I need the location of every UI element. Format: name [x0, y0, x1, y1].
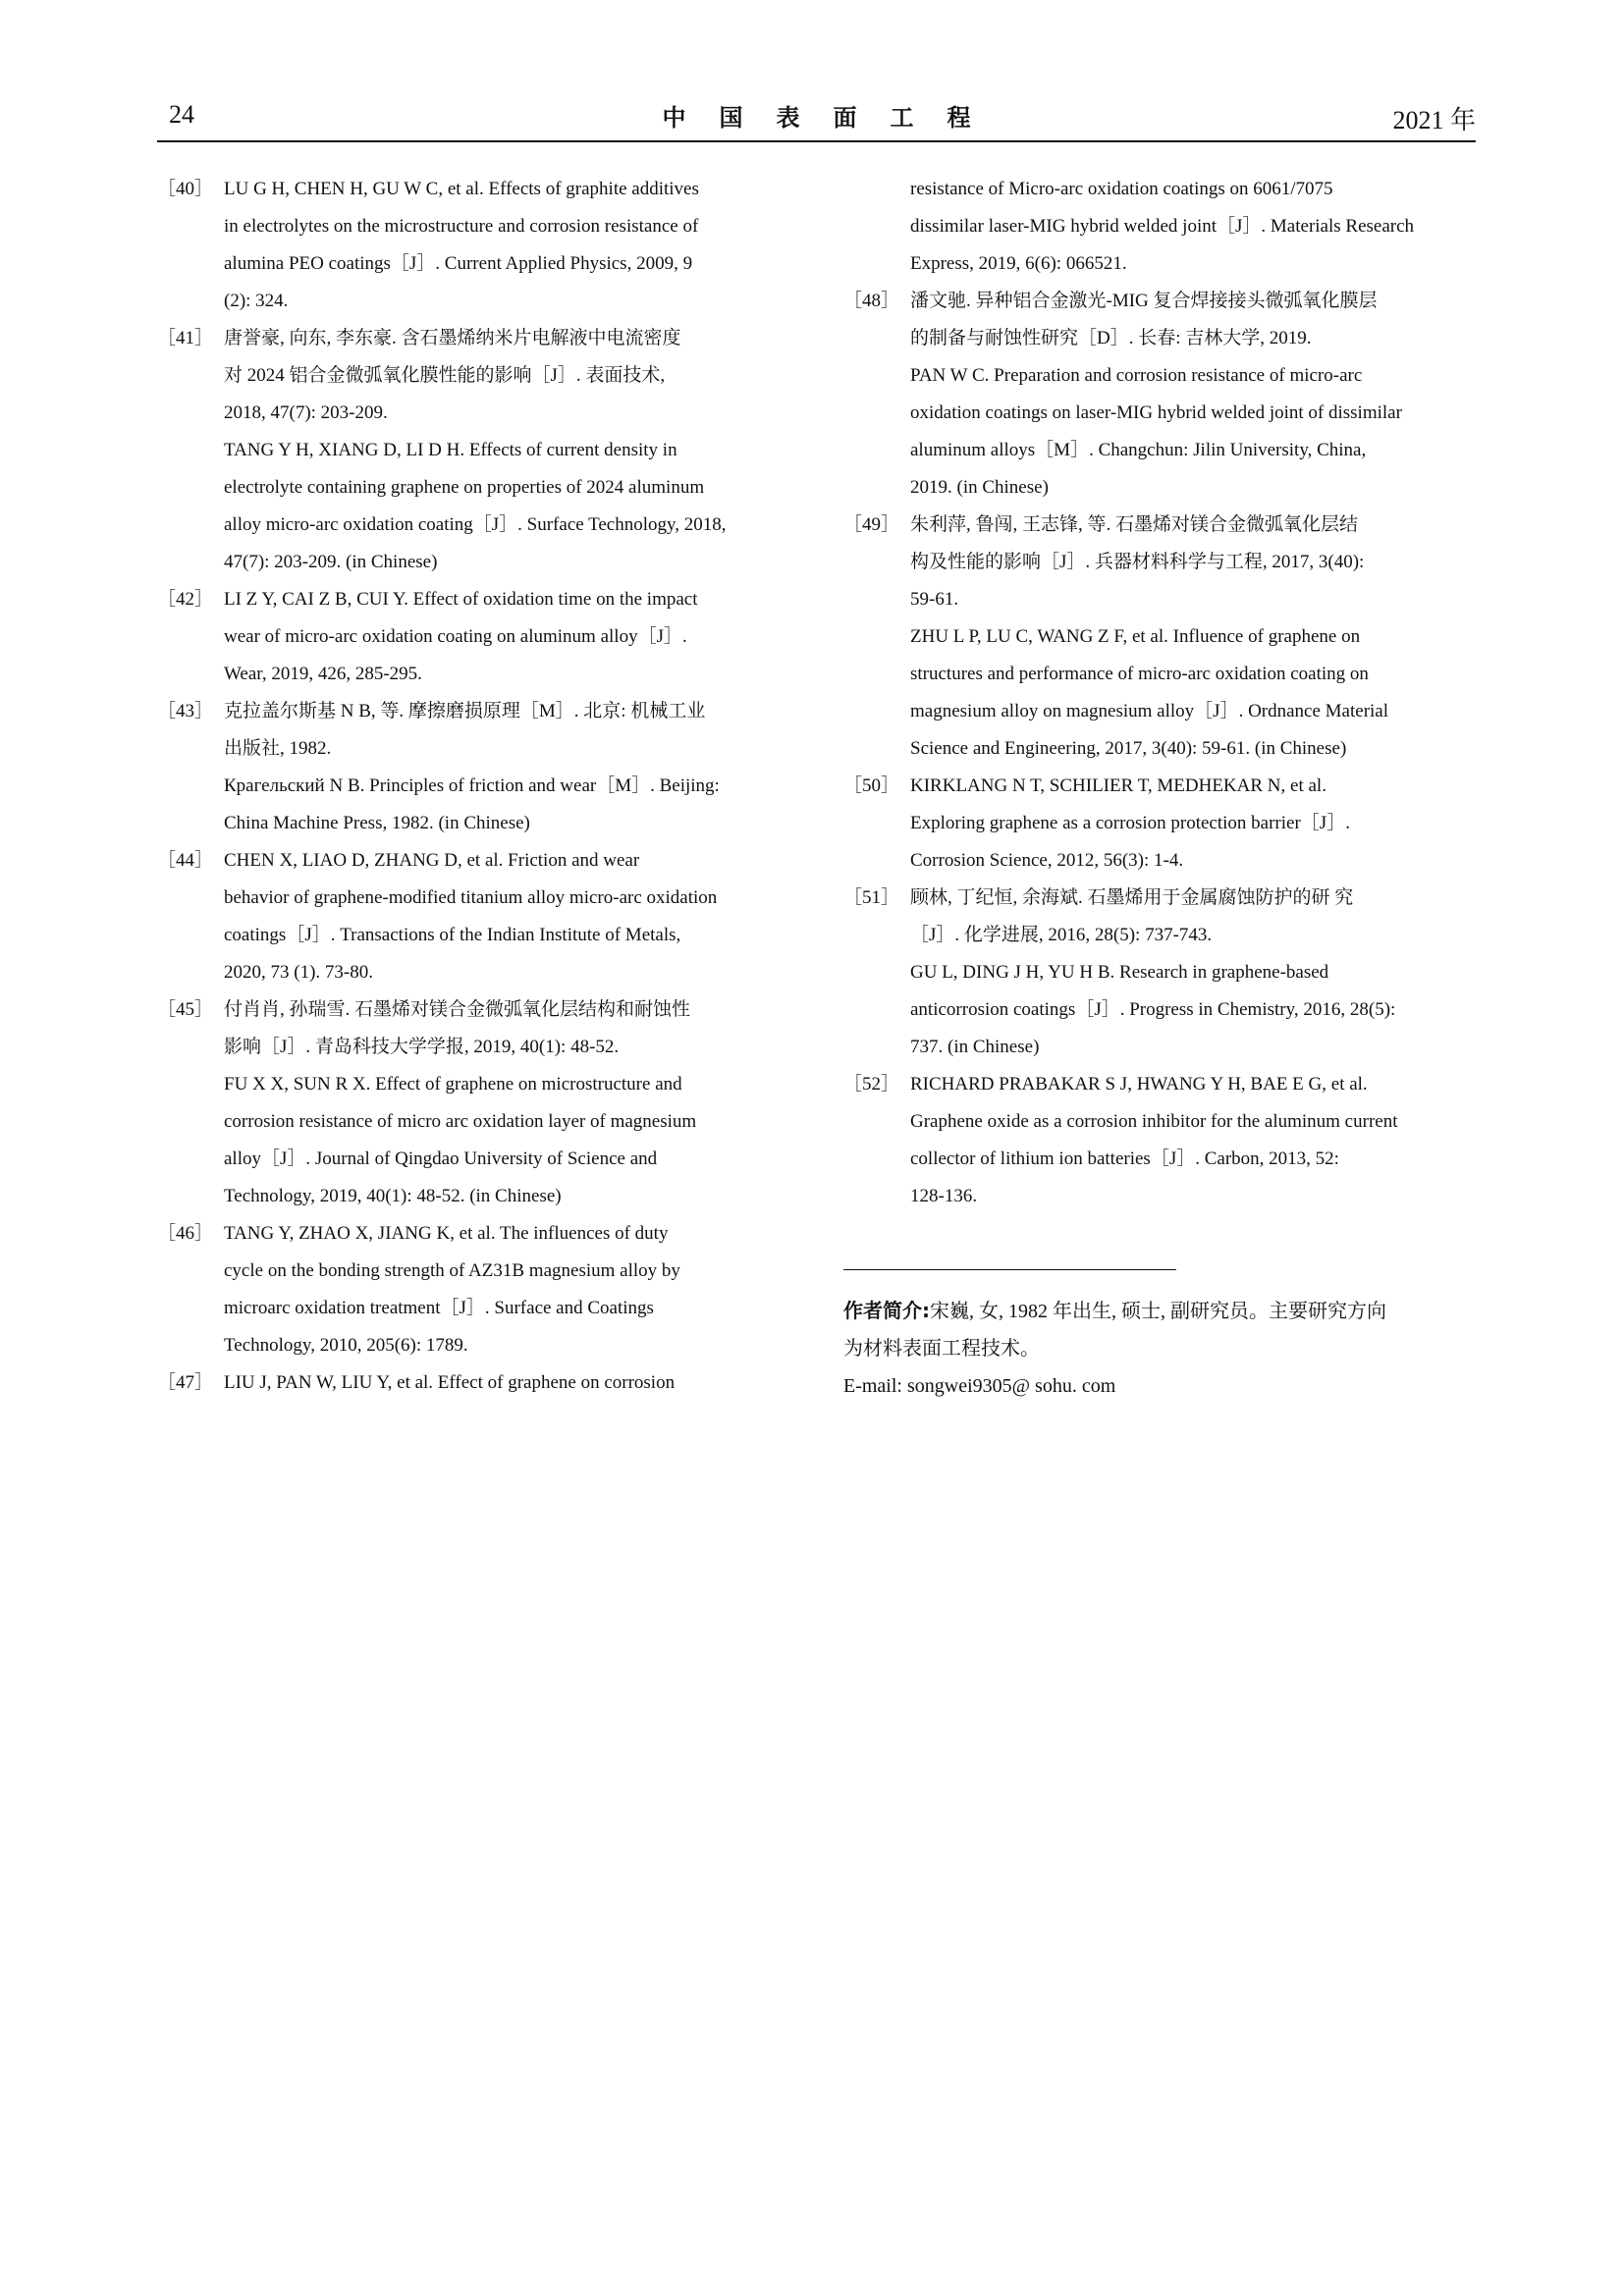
reference-line: Graphene oxide as a corrosion inhibitor for the aluminum current	[910, 1111, 1398, 1132]
reference-line: structures and performance of micro-arc oxidation coating on	[910, 664, 1369, 684]
reference-continuation	[843, 171, 1476, 283]
reference-number: ［48］	[843, 291, 900, 311]
reference-entry	[843, 507, 1476, 768]
reference-line: China Machine Press, 1982. (in Chinese)	[224, 813, 530, 833]
reference-line: 付肖肖, 孙瑞雪. 石墨烯对镁合金微弧氧化层结构和耐蚀性	[224, 999, 691, 1020]
reference-line: (2): 324.	[224, 291, 289, 311]
reference-line: 影响［J］. 青岛科技大学学报, 2019, 40(1): 48-52.	[224, 1037, 620, 1057]
author-email: E-mail: songwei9305@ sohu. com	[843, 1375, 1116, 1397]
reference-entry	[157, 693, 789, 842]
reference-line: TANG Y H, XIANG D, LI D H. Effects of current density in	[224, 440, 677, 460]
reference-line: dissimilar laser-MIG hybrid welded joint［J］. Materials Research	[910, 216, 1415, 237]
reference-entry	[157, 171, 789, 320]
reference-line: ZHU L P, LU C, WANG Z F, et al. Influence of graphene on	[910, 626, 1361, 647]
references-left-column	[157, 171, 789, 1402]
reference-line: CHEN X, LIAO D, ZHANG D, et al. Friction and wear	[224, 850, 640, 871]
reference-line: microarc oxidation treatment［J］. Surface and Coatings	[224, 1298, 654, 1318]
reference-line: Technology, 2019, 40(1): 48-52. (in Chinese)	[224, 1186, 562, 1206]
reference-line: 唐誉豪, 向东, 李东豪. 含石墨烯纳米片电解液中电流密度	[224, 328, 681, 348]
reference-line: 朱利萍, 鲁闯, 王志锋, 等. 石墨烯对镁合金微弧氧化层结	[910, 514, 1359, 535]
reference-line: corrosion resistance of micro arc oxidation layer of magnesium	[224, 1111, 697, 1132]
reference-entry	[843, 880, 1476, 1066]
reference-line: coatings［J］. Transactions of the Indian Institute of Metals,	[224, 925, 681, 945]
reference-number: ［44］	[157, 850, 214, 871]
reference-line: 顾林, 丁纪恒, 余海斌. 石墨烯用于金属腐蚀防护的研 究	[910, 887, 1354, 908]
reference-line: 克拉盖尔斯基 N B, 等. 摩擦磨损原理［M］. 北京: 机械工业	[224, 701, 706, 721]
reference-entry	[843, 768, 1476, 880]
reference-line: Wear, 2019, 426, 285-295.	[224, 664, 422, 684]
reference-line: oxidation coatings on laser-MIG hybrid welded joint of dissimilar	[910, 402, 1402, 423]
author-bio	[843, 1292, 1476, 1405]
reference-line: anticorrosion coatings［J］. Progress in Chemistry, 2016, 28(5):	[910, 999, 1396, 1020]
references-right-list	[843, 283, 1476, 1215]
reference-number: ［47］	[157, 1372, 214, 1393]
reference-entry	[157, 320, 789, 581]
reference-line: behavior of graphene-modified titanium alloy micro-arc oxidation	[224, 887, 718, 908]
reference-line: LU G H, CHEN H, GU W C, et al. Effects of graphite additives	[224, 179, 699, 199]
reference-entry	[157, 581, 789, 693]
reference-number: ［50］	[843, 775, 900, 796]
reference-entry	[843, 283, 1476, 507]
reference-line: electrolyte containing graphene on properties of 2024 aluminum	[224, 477, 705, 498]
reference-line: TANG Y, ZHAO X, JIANG K, et al. The influences of duty	[224, 1223, 669, 1244]
reference-line: alloy［J］. Journal of Qingdao University of Science and	[224, 1148, 658, 1169]
reference-line: Science and Engineering, 2017, 3(40): 59-61. (in Chinese)	[910, 738, 1347, 759]
reference-line: ［J］. 化学进展, 2016, 28(5): 737-743.	[910, 925, 1213, 945]
reference-line: LIU J, PAN W, LIU Y, et al. Effect of graphene on corrosion	[224, 1372, 676, 1393]
reference-line: GU L, DING J H, YU H B. Research in graphene-based	[910, 962, 1329, 983]
reference-line: KIRKLANG N T, SCHILIER T, MEDHEKAR N, et al.	[910, 775, 1326, 796]
reference-line: RICHARD PRABAKAR S J, HWANG Y H, BAE E G, et al.	[910, 1074, 1368, 1095]
reference-entry	[157, 1215, 789, 1364]
reference-line: Technology, 2010, 205(6): 1789.	[224, 1335, 468, 1356]
reference-line: magnesium alloy on magnesium alloy［J］. Ordnance Material	[910, 701, 1389, 721]
reference-number: ［52］	[843, 1074, 900, 1095]
reference-line: 的制备与耐蚀性研究［D］. 长春: 吉林大学, 2019.	[910, 328, 1312, 348]
reference-line: 2020, 73 (1). 73-80.	[224, 962, 373, 983]
reference-line: 47(7): 203-209. (in Chinese)	[224, 552, 438, 572]
reference-entry	[157, 991, 789, 1215]
reference-line: PAN W C. Preparation and corrosion resistance of micro-arc	[910, 365, 1363, 386]
reference-line: alloy micro-arc oxidation coating［J］. Surface Technology, 2018,	[224, 514, 727, 535]
reference-number: ［46］	[157, 1223, 214, 1244]
reference-line: 737. (in Chinese)	[910, 1037, 1040, 1057]
references-right-column	[843, 171, 1476, 1215]
reference-line: Exploring graphene as a corrosion protection barrier［J］.	[910, 813, 1350, 833]
publication-year: 2021 年	[1392, 106, 1476, 134]
reference-line: 对 2024 铝合金微弧氧化膜性能的影响［J］. 表面技术,	[224, 365, 666, 386]
reference-line: 59-61.	[910, 589, 959, 610]
reference-number: ［42］	[157, 589, 214, 610]
reference-line: 2019. (in Chinese)	[910, 477, 1049, 498]
author-bio-text: 宋巍, 女, 1982 年出生, 硕士, 副研究员。主要研究方向	[930, 1301, 1386, 1322]
reference-line: Corrosion Science, 2012, 56(3): 1-4.	[910, 850, 1184, 871]
reference-number: ［41］	[157, 328, 214, 348]
page-number: 24	[169, 100, 194, 129]
reference-line: FU X X, SUN R X. Effect of graphene on microstructure and	[224, 1074, 682, 1095]
reference-line: aluminum alloys［M］. Changchun: Jilin University, China,	[910, 440, 1367, 460]
reference-line: 潘文驰. 异种铝合金激光-MIG 复合焊接接头微弧氧化膜层	[910, 291, 1378, 311]
reference-number: ［43］	[157, 701, 214, 721]
reference-entry	[157, 842, 789, 991]
page-header	[157, 94, 1476, 141]
reference-line: resistance of Micro-arc oxidation coatings on 6061/7075	[910, 179, 1333, 199]
reference-line: 构及性能的影响［J］. 兵器材料科学与工程, 2017, 3(40):	[910, 552, 1365, 572]
journal-title: 中国表面工程	[662, 104, 1004, 132]
reference-line: alumina PEO coatings［J］. Current Applied Physics, 2009, 9	[224, 253, 693, 274]
header-rule	[157, 140, 1476, 142]
reference-entry	[843, 1066, 1476, 1215]
reference-line: Крагельский N B. Principles of friction and wear［M］. Beijing:	[224, 775, 720, 796]
author-rule	[843, 1269, 1176, 1270]
reference-line: wear of micro-arc oxidation coating on aluminum alloy［J］.	[224, 626, 687, 647]
reference-line: 2018, 47(7): 203-209.	[224, 402, 388, 423]
reference-entry	[157, 1364, 789, 1402]
reference-line: 出版社, 1982.	[224, 738, 332, 759]
reference-line: cycle on the bonding strength of AZ31B magnesium alloy by	[224, 1260, 680, 1281]
reference-line: LI Z Y, CAI Z B, CUI Y. Effect of oxidation time on the impact	[224, 589, 698, 610]
reference-line: in electrolytes on the microstructure and corrosion resistance of	[224, 216, 699, 237]
reference-line: Express, 2019, 6(6): 066521.	[910, 253, 1127, 274]
reference-line: collector of lithium ion batteries［J］. Carbon, 2013, 52:	[910, 1148, 1339, 1169]
reference-line: 128-136.	[910, 1186, 978, 1206]
reference-number: ［40］	[157, 179, 214, 199]
reference-number: ［51］	[843, 887, 900, 908]
reference-number: ［45］	[157, 999, 214, 1020]
author-bio-label: 作者简介:	[843, 1299, 930, 1322]
author-bio-text-2: 为材料表面工程技术。	[843, 1338, 1040, 1360]
reference-number: ［49］	[843, 514, 900, 535]
